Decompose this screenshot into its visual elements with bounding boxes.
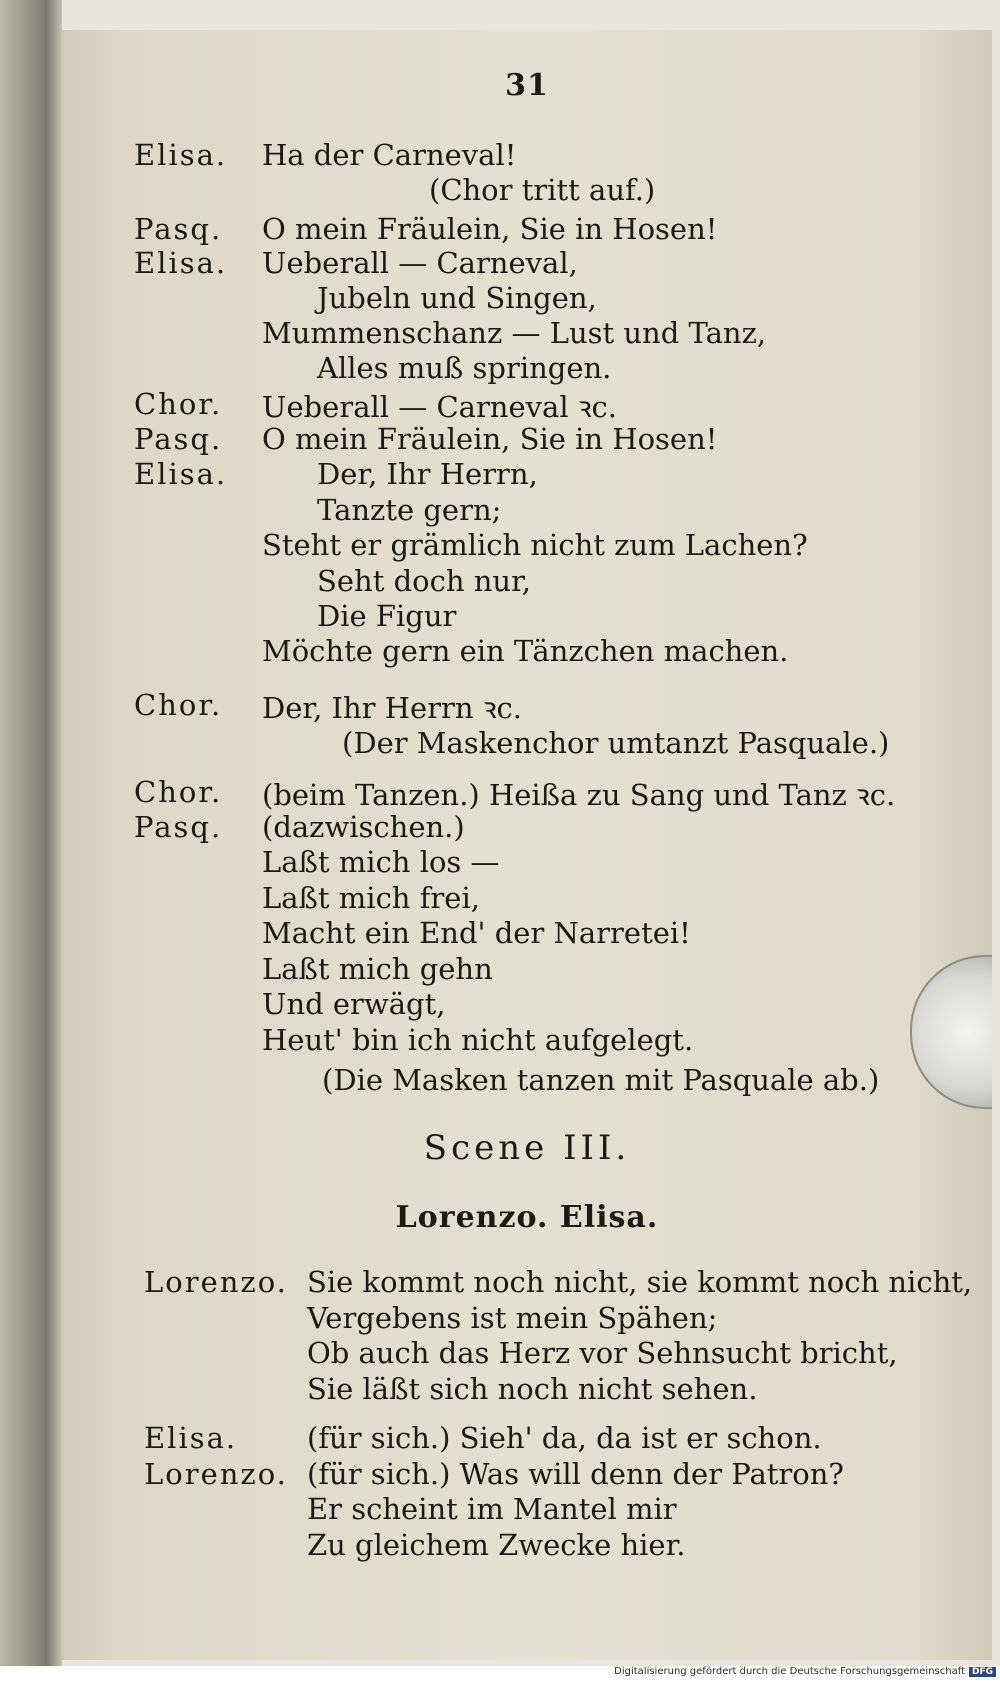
speaker-label: Chor. [134,387,223,421]
dialogue-line: Sie kommt noch nicht, sie kommt noch nicht, [307,1265,973,1299]
dialogue-line: Die Figur [317,599,457,633]
dialogue-line: Laßt mich los — [262,845,500,879]
dialogue-line: O mein Fräulein, Sie in Hosen! [262,422,718,456]
dialogue-line: (für sich.) Sieh' da, da ist er schon. [307,1421,822,1455]
dialogue-line: Macht ein End' der Narretei! [262,916,691,950]
page-number: 31 [505,68,549,103]
scene-characters: Lorenzo. Elisa. [395,1200,659,1235]
stage-direction: (Chor tritt auf.) [429,173,656,207]
scene-heading: Scene III. [423,1128,631,1168]
dialogue-line: Heut' bin ich nicht aufgelegt. [262,1023,694,1057]
dialogue-line: Laßt mich frei, [262,881,480,915]
dialogue-line: Steht er grämlich nicht zum Lachen? [262,528,808,562]
dialogue-line: Laßt mich gehn [262,952,493,986]
speaker-label: Pasq. [134,810,223,844]
dfg-logo: DFG [969,1667,996,1677]
dialogue-line: Ob auch das Herz vor Sehnsucht bricht, [307,1336,898,1370]
dialogue-line: Und erwägt, [262,987,446,1021]
book-binding-edge [0,0,62,1682]
speaker-label: Elisa. [134,246,228,280]
dialogue-line: (für sich.) Was will denn der Patron? [307,1457,844,1491]
footer-text: Digitalisierung gefördert durch die Deutsche Forschungsgemeinschaft [614,1666,965,1677]
dialogue-line: Sie läßt sich noch nicht sehen. [307,1372,758,1406]
dialogue-line: Tanzte gern; [317,493,502,527]
dialogue-line: Mummenschanz — Lust und Tanz, [262,316,767,350]
speaker-label: Chor. [134,688,223,722]
stage-direction: (Die Masken tanzen mit Pasquale ab.) [322,1063,880,1097]
dialogue-line: Vergebens ist mein Spähen; [307,1301,718,1335]
dialogue-line: Ueberall — Carneval ꝛc. [262,390,618,424]
dialogue-line: Der, Ihr Herrn, [317,457,538,491]
speaker-label: Lorenzo. [144,1265,288,1299]
dialogue-line: Der, Ihr Herrn ꝛc. [262,691,523,725]
dialogue-line: (beim Tanzen.) Heißa zu Sang und Tanz ꝛc. [262,778,896,812]
dialogue-line: Ha der Carneval! [262,138,517,172]
speaker-label: Elisa. [134,138,228,172]
digitization-footer [0,1666,1000,1682]
dialogue-line: Alles muß springen. [317,351,612,385]
stage-direction: (dazwischen.) [262,810,465,844]
dialogue-line: Jubeln und Singen, [317,281,597,315]
dialogue-line: Er scheint im Mantel mir [307,1492,677,1526]
speaker-label: Elisa. [134,457,228,491]
stage-direction: (Der Maskenchor umtanzt Pasquale.) [342,726,890,760]
speaker-label: Pasq. [134,212,223,246]
dialogue-line: Möchte gern ein Tänzchen machen. [262,634,789,668]
speaker-label: Pasq. [134,422,223,456]
dialogue-line: Seht doch nur, [317,564,531,598]
book-page [62,30,992,1660]
speaker-label: Chor. [134,775,223,809]
speaker-label: Lorenzo. [144,1457,288,1491]
speaker-label: Elisa. [144,1421,238,1455]
dialogue-line: Zu gleichem Zwecke hier. [307,1528,686,1562]
page-clip [910,955,992,1109]
dialogue-line: Ueberall — Carneval, [262,246,578,280]
dialogue-line: O mein Fräulein, Sie in Hosen! [262,212,718,246]
